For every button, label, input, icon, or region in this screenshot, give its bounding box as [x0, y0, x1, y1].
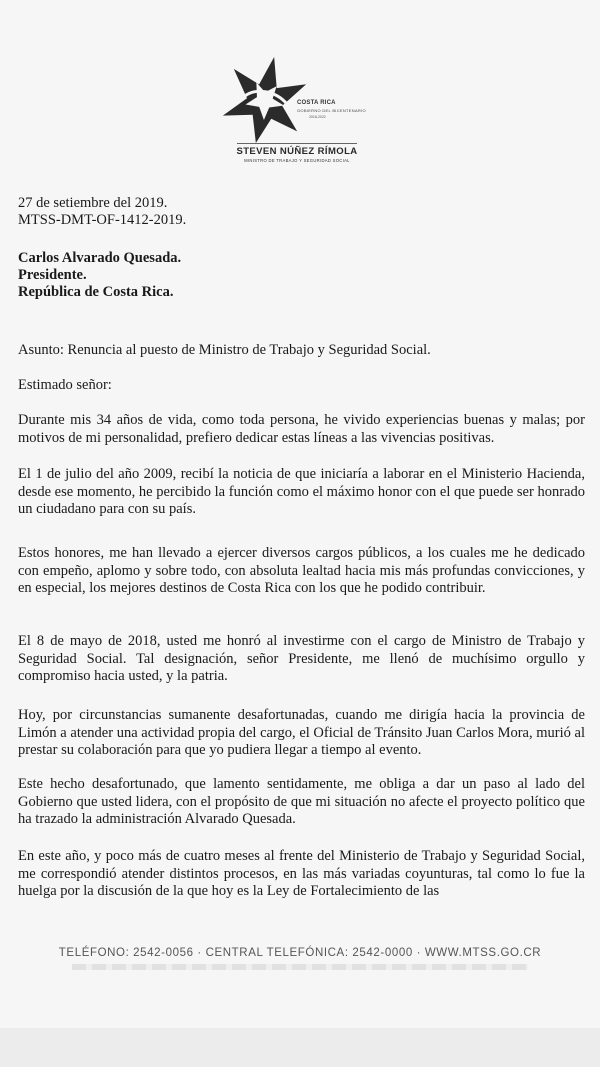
- logo-divider: [237, 143, 357, 144]
- paragraph: El 8 de mayo de 2018, usted me honró al investirme con el cargo de Ministro de Trabajo y Seguridad Social. Tal designación, señor Presidente, me llenó de muchísimo orgullo y compromiso hacia usted, y la patria.: [18, 633, 585, 684]
- paragraph: Hoy, por circunstancias sumanente desafortunadas, cuando me dirigía hacia la provincia de Limón a atender una actividad propia del cargo, el Oficial de Tránsito Juan Carlos Mora, murió al prestar su colaboración para que yo pudiera llegar a tiempo al evento.: [18, 707, 585, 758]
- recipient-name: Carlos Alvarado Quesada.: [18, 250, 182, 266]
- paragraph: Estos honores, me han llevado a ejercer diversos cargos públicos, a los cuales me he dedicado con empeño, aplomo y sobre todo, con absoluta lealtad hacia mis más profundas convicciones, y en especial, los mejores destinos de Costa Rica con los que he podido contribuir.: [18, 545, 585, 596]
- recipient-title: Presidente.: [18, 267, 87, 283]
- logo-years-text: 2018-2022: [309, 115, 326, 119]
- star-emblem-icon: [215, 50, 375, 145]
- letter-reference: MTSS-DMT-OF-1412-2019.: [18, 212, 187, 228]
- paragraph: El 1 de julio del año 2009, recibí la noticia de que iniciaría a laborar en el Ministerio Hacienda, desde ese momento, he percibido la función como el máximo honor con el que puede ser honrado un ciudadano para con su país.: [18, 466, 585, 517]
- letter-subject: [18, 342, 585, 359]
- recipient-entity: República de Costa Rica.: [18, 284, 174, 300]
- letterhead: [215, 50, 375, 165]
- letter-date: 27 de setiembre del 2019.: [18, 195, 168, 211]
- recipient-block: [18, 250, 585, 301]
- logo-government-text: GOBIERNO DEL BICENTENARIO: [297, 108, 366, 113]
- footer-faded-line: [72, 964, 528, 970]
- background-area: [0, 1028, 600, 1067]
- salutation-text: Estimado señor:: [18, 377, 112, 393]
- paragraph: Durante mis 34 años de vida, como toda persona, he vivido experiencias buenas y malas; por motivos de mi personalidad, prefiero dedicar estas líneas a las vivencias positivas.: [18, 412, 585, 446]
- ministry-name: MINISTRO DE TRABAJO Y SEGURIDAD SOCIAL: [244, 158, 350, 163]
- minister-name: STEVEN NÚÑEZ RÍMOLA: [236, 146, 358, 157]
- letter-salutation: [18, 377, 585, 394]
- logo-country-text: COSTA RICA: [297, 100, 336, 106]
- subject-text: Asunto: Renuncia al puesto de Ministro de Trabajo y Seguridad Social.: [18, 342, 431, 358]
- letter-footer: TELÉFONO: 2542-0056 · CENTRAL TELEFÓNICA: 2542-0000 · WWW.MTSS.GO.CR: [58, 947, 542, 959]
- paragraph: Este hecho desafortunado, que lamento sentidamente, me obliga a dar un paso al lado del Gobierno que usted lidera, con el propósito de que mi situación no afecte el proyecto político que ha trazado la administración Alvarado Quesada.: [18, 776, 585, 827]
- paragraph: En este año, y poco más de cuatro meses al frente del Ministerio de Trabajo y Seguridad Social, me correspondió atender distintos procesos, en las más variadas coyunturas, tal como lo fue la huelga por la discusión de la que hoy es la Ley de Fortalecimiento de las: [18, 848, 585, 899]
- header-block: [18, 195, 585, 229]
